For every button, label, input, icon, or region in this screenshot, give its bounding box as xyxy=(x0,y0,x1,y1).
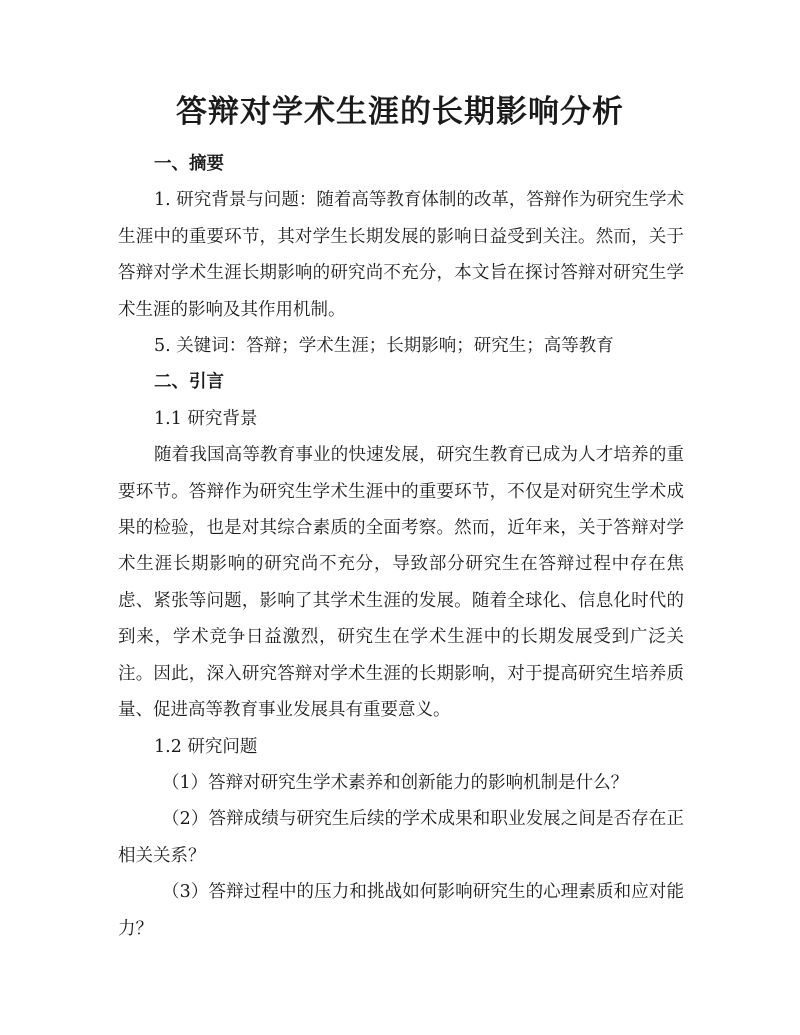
abstract-item-1: 1. 研究背景与问题：随着高等教育体制的改革，答辩作为研究生学术生涯中的重要环节，其对学生长期发展的影响日益受到关注。然而，关于答辩对学术生涯长期影响的研究尚不充分，本文旨在探讨答辩对研究生学术生涯的影响及其作用机制。 xyxy=(118,190,684,320)
research-question: （2）答辩成绩与研究生后续的学术成果和职业发展之间是否存在正相关关系？ xyxy=(118,809,684,866)
document-title: 答辩对学术生涯的长期影响分析 xyxy=(176,94,624,130)
background-paragraph: 随着我国高等教育事业的快速发展，研究生教育已成为人才培养的重要环节。答辩作为研究生学术生涯中的重要环节，不仅是对研究生学术成果的检验，也是对其综合素质的全面考察。然而，近年来，关于答辩对学术生涯长期影响的研究尚不充分，导致部分研究生在答辩过程中存在焦虑、紧张等问题，影响了其学术生涯的发展。随着全球化、信息化时代的到来，学术竞争日益激烈，研究生在学术生涯中的长期发展受到广泛关注。因此，深入研究答辩对学术生涯的长期影响，对于提高研究生培养质量、促进高等教育事业发展具有重要意义。 xyxy=(118,445,684,721)
research-question: （3）答辩过程中的压力和挑战如何影响研究生的心理素质和应对能力？ xyxy=(118,882,684,939)
subsection-heading-background: 1.1 研究背景 xyxy=(154,408,258,429)
abstract-keywords: 5. 关键词：答辩；学术生涯；长期影响；研究生；高等教育 xyxy=(154,336,614,357)
research-question: （1）答辩对研究生学术素养和创新能力的影响机制是什么？ xyxy=(162,772,629,793)
subsection-heading-questions: 1.2 研究问题 xyxy=(154,736,258,757)
section-heading-abstract: 一、摘要 xyxy=(154,154,224,174)
section-heading-intro: 二、引言 xyxy=(154,372,224,393)
document-body xyxy=(118,146,684,947)
